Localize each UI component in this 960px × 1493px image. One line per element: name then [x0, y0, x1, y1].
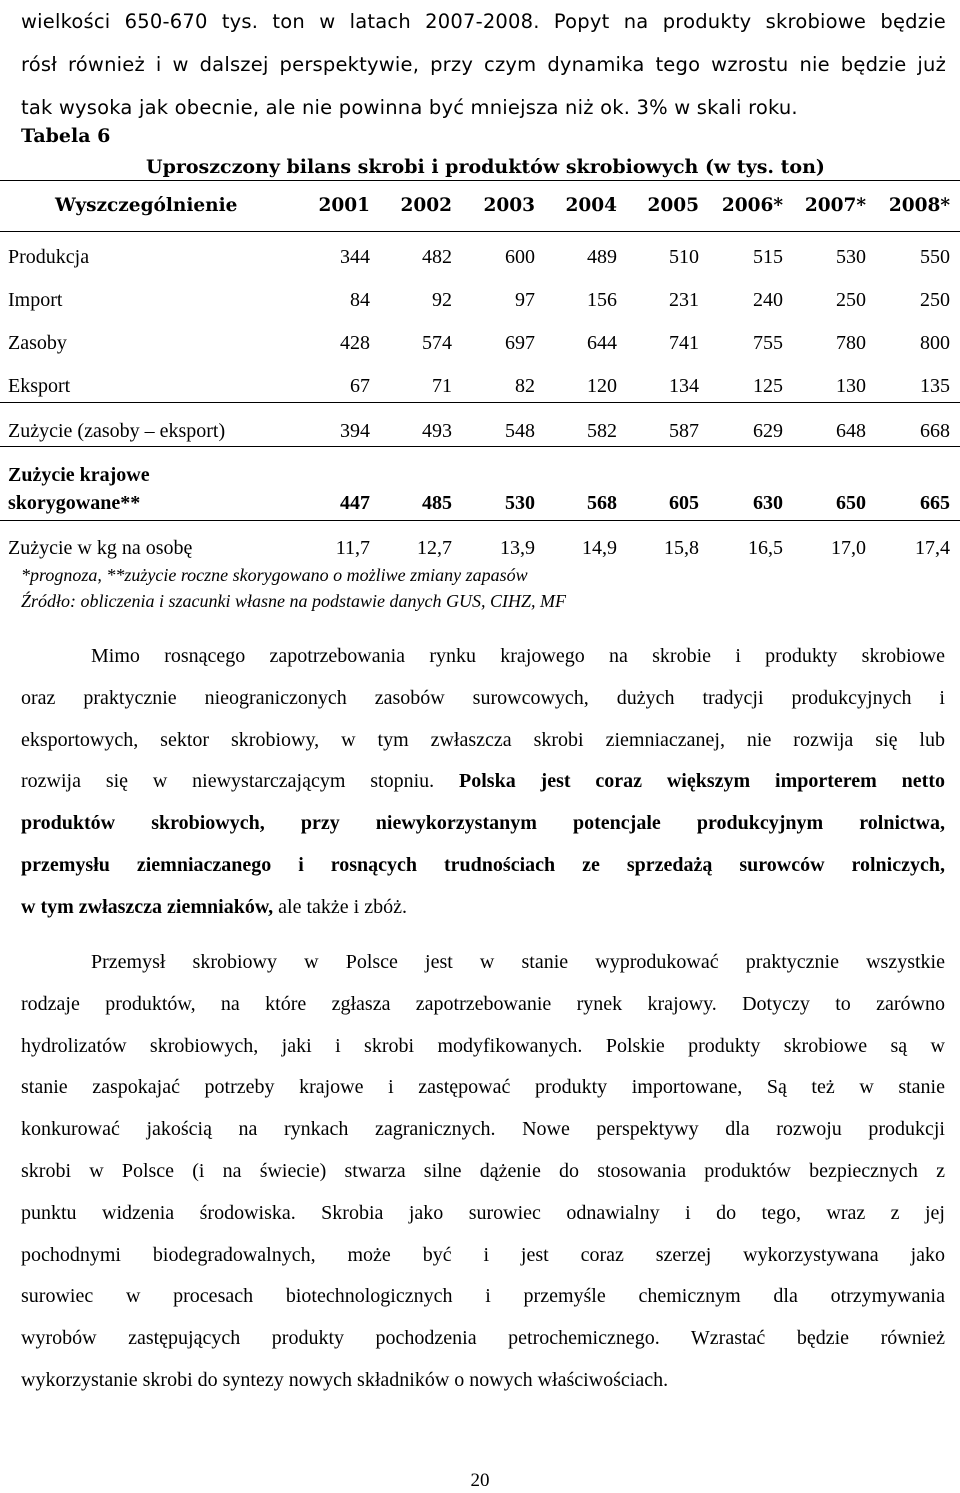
header-cell: 2006* — [721, 195, 783, 216]
row-value: 17,0 — [831, 537, 866, 559]
row-value: 668 — [920, 420, 950, 442]
row-value: 428 — [340, 332, 370, 354]
row-value: 515 — [753, 246, 783, 268]
row-value: 12,7 — [417, 537, 452, 559]
row-value: 135 — [920, 375, 950, 397]
row-value: 644 — [587, 332, 617, 354]
page-number: 20 — [470, 1470, 490, 1491]
row-value: 630 — [753, 492, 783, 514]
paragraph-line: oraz praktycznie nieograniczonych zasobów surowcowych, dużych tradycji produkcyjnych i — [21, 686, 945, 709]
row-label: Eksport — [8, 375, 71, 397]
paragraph-line — [21, 761, 945, 803]
bold-text: Polska jest coraz większym importerem netto — [459, 770, 945, 793]
paragraph-line: Przemysł skrobiowy w Polsce jest w stanie wyprodukować praktycznie wszystkie — [91, 951, 945, 973]
row-label: Zużycie krajowe — [8, 464, 150, 486]
paragraph-line: konkurować jakością na rynkach zagranicznych. Nowe perspektywy dla rozwoju produkcji — [21, 1118, 945, 1141]
row-value: 156 — [587, 289, 617, 311]
paragraph-line: skrobi w Polsce (i na świecie) stwarza silne dążenie do stosowania produktów bezpiecznych z — [21, 1159, 945, 1182]
row-value: 250 — [920, 289, 950, 311]
row-label: Zużycie w kg na osobę — [8, 537, 193, 559]
header-cell: 2002 — [400, 195, 452, 216]
table-footnote: *prognoza, **zużycie roczne skorygowano o możliwe zmiany zapasów — [21, 565, 528, 585]
paragraph-line: przemysłu ziemniaczanego i rosnących trudnościach ze sprzedażą surowców rolniczych, — [21, 853, 945, 876]
row-value: 548 — [505, 420, 535, 442]
row-value: 67 — [350, 375, 370, 397]
row-value: 530 — [836, 246, 866, 268]
row-value: 587 — [669, 420, 699, 442]
row-value: 13,9 — [500, 537, 535, 559]
header-cell: 2008* — [888, 195, 950, 216]
header-cell: 2004 — [565, 195, 617, 216]
row-value: 755 — [753, 332, 783, 354]
paragraph-line: hydrolizatów skrobiowych, jaki i skrobi modyfikowanych. Polskie produkty skrobiowe są w — [21, 1034, 945, 1057]
row-divider — [0, 446, 960, 447]
plain-text: rozwija się w niewystarczającym stopniu. — [21, 770, 460, 793]
header-cell: 2005 — [647, 195, 699, 216]
row-value: 550 — [920, 246, 950, 268]
row-value: 530 — [505, 492, 535, 514]
row-value: 650 — [836, 492, 866, 514]
row-value: 568 — [587, 492, 617, 514]
row-label: Import — [8, 289, 63, 311]
header-cell: 2007* — [804, 195, 866, 216]
row-value: 82 — [515, 375, 535, 397]
row-value: 697 — [505, 332, 535, 354]
paragraph-line — [21, 887, 945, 929]
row-value: 510 — [669, 246, 699, 268]
row-value: 582 — [587, 420, 617, 442]
table-header-row — [0, 180, 960, 232]
row-value: 130 — [836, 375, 866, 397]
row-label: Produkcja — [8, 246, 90, 268]
paragraph-line: wykorzystanie skrobi do syntezy nowych składników o nowych właściwościach. — [21, 1368, 669, 1391]
row-value: 574 — [422, 332, 452, 354]
row-divider — [0, 402, 960, 403]
header-cell: 2001 — [318, 195, 370, 216]
intro-paragraph — [21, 0, 946, 129]
row-value: 482 — [422, 246, 452, 268]
paragraph-2 — [21, 942, 945, 1402]
row-label: skorygowane** — [8, 492, 141, 514]
row-value: 605 — [669, 492, 699, 514]
row-label: Zasoby — [8, 332, 67, 354]
intro-line: rósł również i w dalszej perspektywie, przy czym dynamika tego wzrostu nie będzie już — [21, 53, 946, 76]
paragraph-line: produktów skrobiowych, przy niewykorzystanym potencjale produkcyjnym rolnictwa, — [21, 812, 945, 835]
row-value: 71 — [432, 375, 452, 397]
row-value: 489 — [587, 246, 617, 268]
row-value: 134 — [669, 375, 699, 397]
row-value: 231 — [669, 289, 699, 311]
row-value: 16,5 — [748, 537, 783, 559]
row-value: 97 — [515, 289, 535, 311]
row-value: 84 — [350, 289, 370, 311]
paragraph-line: Mimo rosnącego zapotrzebowania rynku krajowego na skrobie i produkty skrobiowe — [91, 645, 945, 667]
row-value: 780 — [836, 332, 866, 354]
row-value: 250 — [836, 289, 866, 311]
table-title: Uproszczony bilans skrobi i produktów skrobiowych (w tys. ton) — [146, 156, 825, 178]
bold-text: w tym zwłaszcza ziemniaków, — [21, 895, 274, 918]
row-value: 447 — [340, 492, 370, 514]
row-value: 629 — [753, 420, 783, 442]
row-value: 665 — [920, 492, 950, 514]
paragraph-line: punktu widzenia środowiska. Skrobia jako surowiec odnawialny i do tego, wraz z jej — [21, 1201, 945, 1224]
row-value: 800 — [920, 332, 950, 354]
row-value: 15,8 — [664, 537, 699, 559]
paragraph-line: eksportowych, sektor skrobiowy, w tym zwłaszcza skrobi ziemniaczanej, nie rozwija się lub — [21, 728, 945, 751]
row-value: 394 — [340, 420, 370, 442]
intro-line: wielkości 650-670 tys. ton w latach 2007-2008. Popyt na produkty skrobiowe będzie — [21, 10, 946, 33]
paragraph-line: stanie zaspokajać potrzeby krajowe i zastępować produkty importowane, Są też w stanie — [21, 1076, 945, 1099]
intro-line: tak wysoka jak obecnie, ale nie powinna być mniejsza niż ok. 3% w skali roku. — [21, 96, 798, 119]
paragraph-line: wyrobów zastępujących produkty pochodzenia petrochemicznego. Wzrastać będzie również — [21, 1327, 945, 1350]
row-divider — [0, 520, 960, 521]
row-value: 11,7 — [335, 537, 370, 559]
paragraph-line: surowiec w procesach biotechnologicznych i przemyśle chemicznym dla otrzymywania — [21, 1285, 945, 1308]
header-cell: Wyszczególnienie — [55, 195, 238, 216]
paragraph-line: rodzaje produktów, na które zgłasza zapotrzebowanie rynek krajowy. Dotyczy to zarówno — [21, 992, 945, 1015]
row-value: 344 — [340, 246, 370, 268]
row-value: 600 — [505, 246, 535, 268]
plain-text: ale także i zbóż. — [273, 895, 407, 918]
row-value: 17,4 — [915, 537, 950, 559]
paragraph-1 — [21, 636, 945, 929]
row-value: 92 — [432, 289, 452, 311]
row-value: 14,9 — [582, 537, 617, 559]
row-value: 120 — [587, 375, 617, 397]
header-cell: 2003 — [483, 195, 535, 216]
row-value: 648 — [836, 420, 866, 442]
row-value: 493 — [422, 420, 452, 442]
table-source: Źródło: obliczenia i szacunki własne na podstawie danych GUS, CIHZ, MF — [21, 591, 566, 611]
row-value: 741 — [669, 332, 699, 354]
table-label: Tabela 6 — [21, 125, 111, 147]
row-value: 240 — [753, 289, 783, 311]
paragraph-line: pochodnymi biodegradowalnych, może być i jest coraz szerzej wykorzystywana jako — [21, 1243, 945, 1266]
row-value: 125 — [753, 375, 783, 397]
row-value: 485 — [422, 492, 452, 514]
row-label: Zużycie (zasoby – eksport) — [8, 420, 226, 442]
